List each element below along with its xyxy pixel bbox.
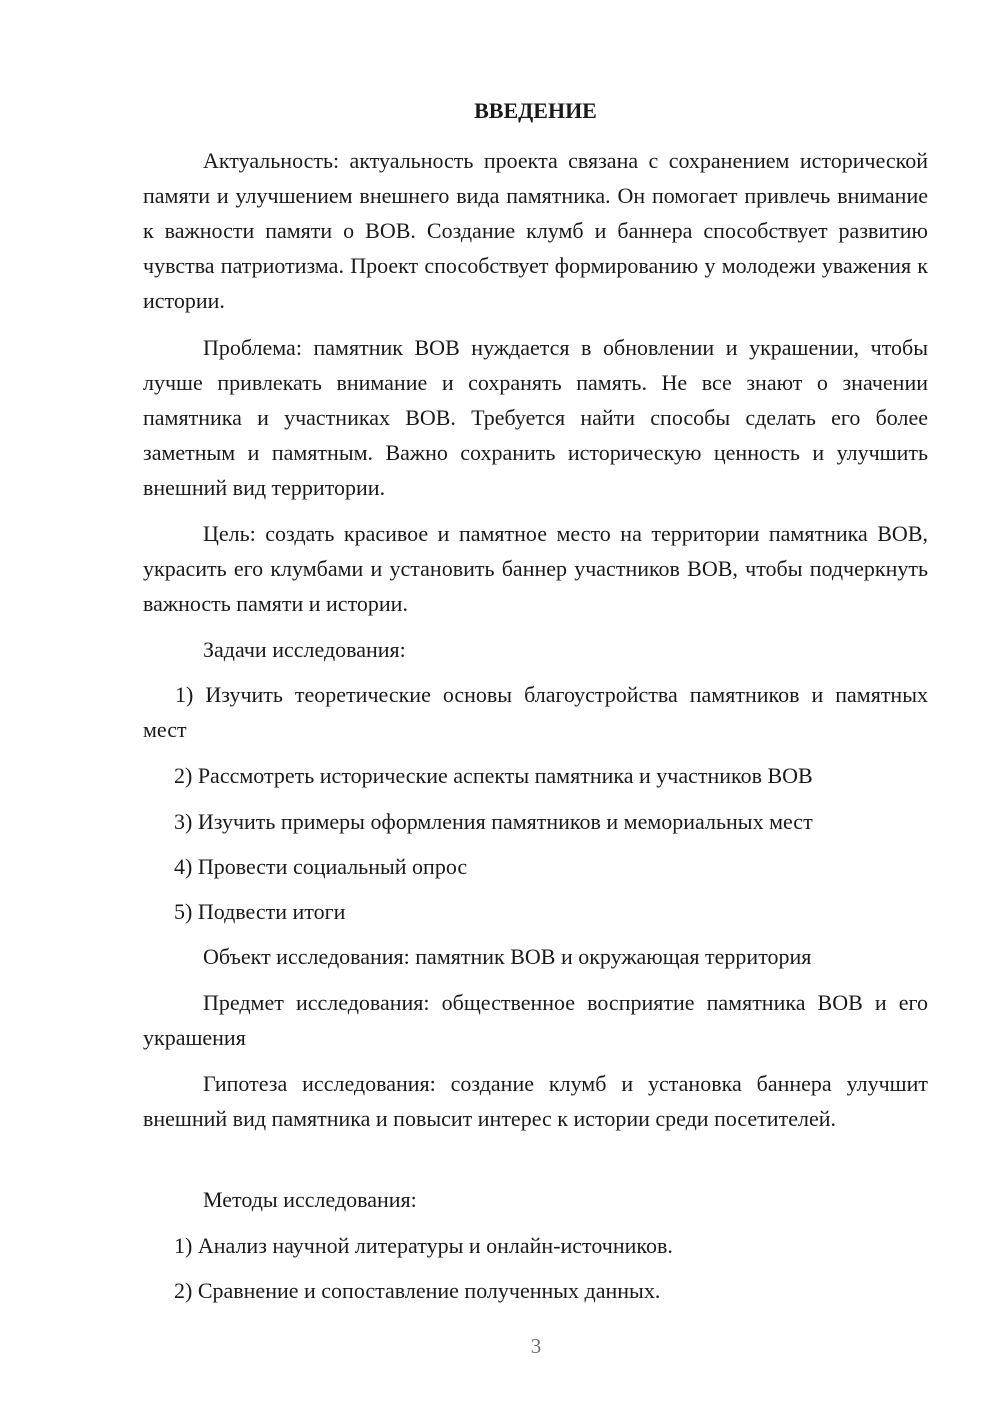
hypothesis-paragraph: Гипотеза исследования: создание клумб и установка баннера улучшит внешний вид памятника и повысит интерес к истории среди посетителей.: [143, 1071, 928, 1131]
tasks-heading: Задачи исследования:: [203, 637, 406, 662]
relevance-paragraph: Актуальность: актуальность проекта связана с сохранением исторической памяти и улучшением внешнего вида памятника. Он помогает привлечь внимание к важности памяти о ВОВ. Создание клумб и баннера способствует развитию чувства патриотизма. Проект способствует формированию у молодежи уважения к истории.: [143, 148, 928, 313]
object-paragraph: Объект исследования: памятник ВОВ и окружающая территория: [203, 944, 812, 969]
task-item: 4) Провести социальный опрос: [174, 854, 468, 879]
page-number: 3: [530, 1334, 542, 1358]
method-item: 1) Анализ научной литературы и онлайн-источников.: [174, 1233, 673, 1258]
page-title: ВВЕДЕНИЕ: [474, 98, 597, 123]
task-item: 5) Подвести итоги: [174, 899, 346, 924]
task-item: 1) Изучить теоретические основы благоустройства памятников и памятных мест: [143, 682, 928, 742]
goal-paragraph: Цель: создать красивое и памятное место на территории памятника ВОВ, украсить его клумбами и установить баннер участников ВОВ, чтобы подчеркнуть важность памяти и истории.: [143, 521, 928, 616]
task-item: 3) Изучить примеры оформления памятников и мемориальных мест: [174, 809, 813, 834]
methods-heading: Методы исследования:: [203, 1187, 417, 1212]
subject-paragraph: Предмет исследования: общественное восприятие памятника ВОВ и его украшения: [143, 990, 928, 1050]
problem-paragraph: Проблема: памятник ВОВ нуждается в обновлении и украшении, чтобы лучше привлекать внимание и сохранять память. Не все знают о значении памятника и участниках ВОВ. Требуется найти способы сделать его более заметным и памятным. Важно сохранить историческую ценность и улучшить внешний вид территории.: [143, 335, 928, 500]
task-item: 2) Рассмотреть исторические аспекты памятника и участников ВОВ: [174, 763, 813, 788]
method-item: 2) Сравнение и сопоставление полученных данных.: [174, 1278, 661, 1303]
